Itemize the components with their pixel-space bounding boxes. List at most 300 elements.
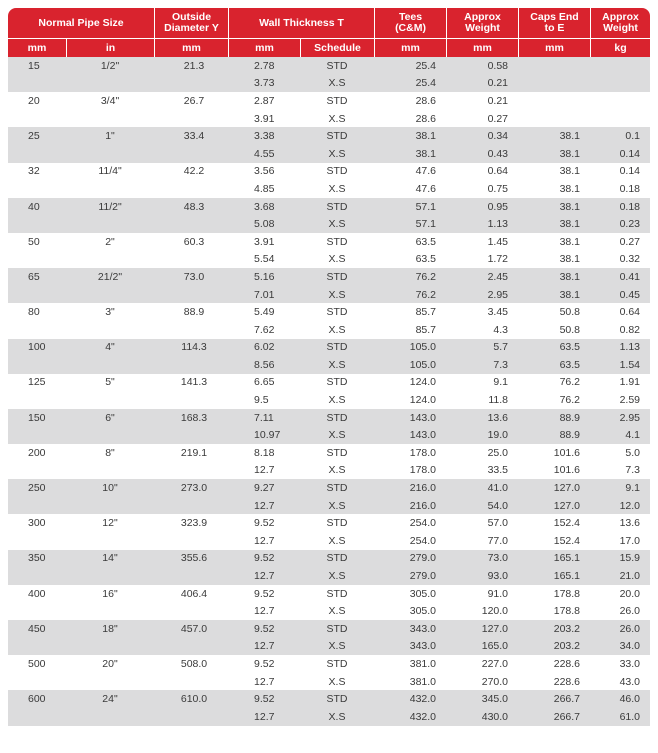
table-row [8, 426, 650, 444]
unit-mm-caps: mm [518, 38, 590, 57]
cell-caps-weight: 20.0 [590, 585, 650, 603]
cell-caps-end: 152.4 [518, 514, 590, 532]
table-row [8, 690, 650, 708]
cell-caps-weight: 21.0 [590, 567, 650, 585]
cell-caps-end: 38.1 [518, 268, 590, 286]
cell-wall-thickness: 12.7 [228, 497, 300, 515]
cell-outside-diameter: 42.2 [154, 163, 228, 181]
cell-caps-end: 101.6 [518, 462, 590, 480]
cell-tees: 105.0 [374, 339, 446, 357]
cell-wall-thickness: 9.52 [228, 585, 300, 603]
cell-caps-weight: 1.91 [590, 374, 650, 392]
cell-wall-thickness: 7.62 [228, 321, 300, 339]
table-row [8, 180, 650, 198]
cell-tees-weight: 227.0 [446, 655, 518, 673]
cell-outside-diameter: 33.4 [154, 127, 228, 145]
cell-schedule: STD [300, 374, 374, 392]
table-row [8, 620, 650, 638]
cell-tees-weight: 4.3 [446, 321, 518, 339]
cell-wall-thickness: 5.16 [228, 268, 300, 286]
table-row [8, 374, 650, 392]
cell-tees: 76.2 [374, 286, 446, 304]
cell-wall-thickness: 12.7 [228, 532, 300, 550]
cell-tees: 254.0 [374, 532, 446, 550]
cell-caps-end: 266.7 [518, 690, 590, 708]
table-row [8, 391, 650, 409]
cell-size-mm: 150 [8, 409, 66, 427]
header-row-units [8, 38, 650, 57]
cell-size-in: 11/4" [66, 163, 154, 181]
cell-size-in [66, 497, 154, 515]
unit-schedule: Schedule [300, 38, 374, 57]
cell-size-mm: 15 [8, 57, 66, 75]
cell-caps-weight: 0.18 [590, 198, 650, 216]
cell-tees: 38.1 [374, 127, 446, 145]
cell-caps-end: 266.7 [518, 708, 590, 726]
cell-outside-diameter [154, 286, 228, 304]
cell-wall-thickness: 9.52 [228, 655, 300, 673]
cell-tees: 305.0 [374, 602, 446, 620]
cell-tees-weight: 77.0 [446, 532, 518, 550]
table-header [8, 8, 650, 57]
table-row [8, 585, 650, 603]
cell-caps-weight: 34.0 [590, 638, 650, 656]
cell-caps-end [518, 57, 590, 75]
cell-caps-end: 38.1 [518, 233, 590, 251]
cell-size-in: 1/2" [66, 57, 154, 75]
cell-schedule: X.S [300, 673, 374, 691]
cell-schedule: X.S [300, 497, 374, 515]
cell-wall-thickness: 9.5 [228, 391, 300, 409]
cell-size-in [66, 638, 154, 656]
header-tees: Tees (C&M) [374, 8, 446, 38]
cell-size-mm [8, 321, 66, 339]
cell-caps-weight: 0.45 [590, 286, 650, 304]
cell-outside-diameter: 406.4 [154, 585, 228, 603]
cell-size-mm [8, 497, 66, 515]
cell-outside-diameter: 21.3 [154, 57, 228, 75]
cell-outside-diameter: 610.0 [154, 690, 228, 708]
cell-size-mm [8, 251, 66, 269]
cell-schedule: X.S [300, 251, 374, 269]
cell-caps-weight: 0.32 [590, 251, 650, 269]
cell-tees: 343.0 [374, 638, 446, 656]
cell-tees: 25.4 [374, 75, 446, 93]
table-row [8, 550, 650, 568]
cell-caps-weight: 4.1 [590, 426, 650, 444]
cell-caps-weight: 0.41 [590, 268, 650, 286]
unit-in-size: in [66, 38, 154, 57]
cell-tees-weight: 0.21 [446, 75, 518, 93]
table-row [8, 145, 650, 163]
cell-caps-end: 38.1 [518, 163, 590, 181]
cell-tees: 28.6 [374, 92, 446, 110]
cell-schedule: X.S [300, 532, 374, 550]
cell-wall-thickness: 6.65 [228, 374, 300, 392]
cell-size-in: 3/4" [66, 92, 154, 110]
cell-size-mm: 100 [8, 339, 66, 357]
cell-caps-end: 63.5 [518, 356, 590, 374]
table-row [8, 497, 650, 515]
cell-size-mm: 40 [8, 198, 66, 216]
cell-caps-weight: 46.0 [590, 690, 650, 708]
cell-tees: 279.0 [374, 550, 446, 568]
cell-caps-end: 50.8 [518, 303, 590, 321]
cell-caps-end: 178.8 [518, 585, 590, 603]
cell-tees: 178.0 [374, 444, 446, 462]
table-row [8, 268, 650, 286]
cell-caps-end [518, 75, 590, 93]
cell-schedule: X.S [300, 708, 374, 726]
cell-size-in [66, 567, 154, 585]
cell-size-in [66, 708, 154, 726]
cell-size-in: 24" [66, 690, 154, 708]
cell-size-mm [8, 215, 66, 233]
cell-tees-weight: 3.45 [446, 303, 518, 321]
cell-size-mm [8, 110, 66, 128]
cell-tees-weight: 5.7 [446, 339, 518, 357]
cell-wall-thickness: 8.56 [228, 356, 300, 374]
header-approx-weight-tees: Approx Weight [446, 8, 518, 38]
cell-tees-weight: 25.0 [446, 444, 518, 462]
cell-caps-end: 38.1 [518, 180, 590, 198]
cell-outside-diameter: 141.3 [154, 374, 228, 392]
cell-size-in: 20" [66, 655, 154, 673]
cell-schedule: STD [300, 127, 374, 145]
cell-size-mm [8, 180, 66, 198]
cell-tees-weight: 1.72 [446, 251, 518, 269]
table-row [8, 110, 650, 128]
header-wall-thickness: Wall Thickness T [228, 8, 374, 38]
cell-size-mm: 300 [8, 514, 66, 532]
cell-tees-weight: 120.0 [446, 602, 518, 620]
cell-tees: 381.0 [374, 655, 446, 673]
cell-wall-thickness: 12.7 [228, 673, 300, 691]
cell-outside-diameter [154, 532, 228, 550]
cell-tees: 47.6 [374, 163, 446, 181]
header-outside-diameter: Outside Diameter Y [154, 8, 228, 38]
cell-caps-weight: 0.27 [590, 233, 650, 251]
cell-schedule: STD [300, 303, 374, 321]
cell-tees: 57.1 [374, 198, 446, 216]
table-row [8, 567, 650, 585]
cell-caps-weight: 7.3 [590, 462, 650, 480]
cell-size-mm [8, 286, 66, 304]
cell-wall-thickness: 2.87 [228, 92, 300, 110]
cell-size-in: 8" [66, 444, 154, 462]
cell-caps-weight: 0.14 [590, 163, 650, 181]
cell-size-in [66, 673, 154, 691]
cell-schedule: STD [300, 268, 374, 286]
cell-schedule: STD [300, 444, 374, 462]
cell-size-mm [8, 145, 66, 163]
cell-size-in: 3" [66, 303, 154, 321]
cell-size-in: 1" [66, 127, 154, 145]
cell-size-mm [8, 708, 66, 726]
cell-size-in [66, 251, 154, 269]
table-row [8, 251, 650, 269]
cell-outside-diameter: 73.0 [154, 268, 228, 286]
cell-size-in: 6" [66, 409, 154, 427]
cell-caps-end: 38.1 [518, 145, 590, 163]
cell-size-mm [8, 391, 66, 409]
pipe-fittings-table-container [8, 8, 650, 726]
cell-caps-weight: 17.0 [590, 532, 650, 550]
header-normal-pipe-size: Normal Pipe Size [8, 8, 154, 38]
cell-caps-end: 101.6 [518, 444, 590, 462]
cell-outside-diameter: 60.3 [154, 233, 228, 251]
cell-outside-diameter [154, 567, 228, 585]
cell-tees-weight: 2.95 [446, 286, 518, 304]
cell-tees: 85.7 [374, 303, 446, 321]
cell-schedule: STD [300, 655, 374, 673]
pipe-fittings-table [8, 8, 650, 726]
cell-size-in: 12" [66, 514, 154, 532]
cell-caps-weight: 0.1 [590, 127, 650, 145]
table-row [8, 514, 650, 532]
cell-tees-weight: 13.6 [446, 409, 518, 427]
cell-size-mm: 25 [8, 127, 66, 145]
unit-mm-diameter: mm [154, 38, 228, 57]
cell-wall-thickness: 12.7 [228, 708, 300, 726]
cell-caps-weight: 12.0 [590, 497, 650, 515]
cell-size-in [66, 145, 154, 163]
cell-tees: 105.0 [374, 356, 446, 374]
cell-size-mm [8, 426, 66, 444]
cell-wall-thickness: 3.91 [228, 233, 300, 251]
cell-size-in [66, 391, 154, 409]
cell-size-mm: 32 [8, 163, 66, 181]
cell-tees: 216.0 [374, 497, 446, 515]
table-row [8, 409, 650, 427]
unit-mm-size: mm [8, 38, 66, 57]
cell-caps-weight: 0.23 [590, 215, 650, 233]
table-body [8, 57, 650, 726]
cell-schedule: X.S [300, 602, 374, 620]
cell-wall-thickness: 3.68 [228, 198, 300, 216]
cell-size-mm [8, 462, 66, 480]
table-row [8, 479, 650, 497]
cell-size-in [66, 602, 154, 620]
cell-tees-weight: 54.0 [446, 497, 518, 515]
cell-tees: 432.0 [374, 708, 446, 726]
cell-caps-weight: 0.82 [590, 321, 650, 339]
cell-tees-weight: 9.1 [446, 374, 518, 392]
cell-size-in [66, 462, 154, 480]
cell-wall-thickness: 3.73 [228, 75, 300, 93]
cell-size-in [66, 426, 154, 444]
table-row [8, 602, 650, 620]
cell-caps-weight: 61.0 [590, 708, 650, 726]
table-row [8, 708, 650, 726]
cell-tees: 124.0 [374, 391, 446, 409]
cell-tees-weight: 0.34 [446, 127, 518, 145]
cell-schedule: X.S [300, 638, 374, 656]
cell-outside-diameter [154, 497, 228, 515]
cell-tees: 25.4 [374, 57, 446, 75]
cell-tees-weight: 345.0 [446, 690, 518, 708]
table-row [8, 92, 650, 110]
cell-caps-weight: 0.14 [590, 145, 650, 163]
cell-outside-diameter: 48.3 [154, 198, 228, 216]
table-row [8, 286, 650, 304]
table-row [8, 321, 650, 339]
cell-wall-thickness: 5.08 [228, 215, 300, 233]
cell-size-mm: 600 [8, 690, 66, 708]
cell-tees-weight: 0.21 [446, 92, 518, 110]
unit-mm-weight: mm [446, 38, 518, 57]
cell-schedule: STD [300, 620, 374, 638]
cell-tees-weight: 73.0 [446, 550, 518, 568]
cell-caps-end: 228.6 [518, 673, 590, 691]
cell-tees: 305.0 [374, 585, 446, 603]
cell-caps-end: 76.2 [518, 391, 590, 409]
cell-tees-weight: 91.0 [446, 585, 518, 603]
cell-caps-weight [590, 75, 650, 93]
cell-size-mm: 400 [8, 585, 66, 603]
cell-tees-weight: 0.75 [446, 180, 518, 198]
cell-tees-weight: 2.45 [446, 268, 518, 286]
cell-outside-diameter: 168.3 [154, 409, 228, 427]
cell-outside-diameter [154, 602, 228, 620]
table-row [8, 444, 650, 462]
cell-schedule: X.S [300, 567, 374, 585]
cell-caps-end: 203.2 [518, 620, 590, 638]
cell-wall-thickness: 4.85 [228, 180, 300, 198]
cell-size-in: 11/2" [66, 198, 154, 216]
cell-caps-weight: 15.9 [590, 550, 650, 568]
cell-caps-weight: 2.95 [590, 409, 650, 427]
cell-caps-end: 165.1 [518, 550, 590, 568]
unit-mm-tees: mm [374, 38, 446, 57]
cell-caps-weight: 1.54 [590, 356, 650, 374]
cell-tees-weight: 0.43 [446, 145, 518, 163]
cell-wall-thickness: 10.97 [228, 426, 300, 444]
cell-size-mm: 20 [8, 92, 66, 110]
cell-schedule: X.S [300, 391, 374, 409]
cell-size-in: 21/2" [66, 268, 154, 286]
cell-size-mm [8, 356, 66, 374]
cell-schedule: STD [300, 550, 374, 568]
cell-caps-end: 38.1 [518, 251, 590, 269]
table-row [8, 339, 650, 357]
cell-caps-end [518, 110, 590, 128]
cell-schedule: STD [300, 339, 374, 357]
cell-size-mm: 500 [8, 655, 66, 673]
cell-tees: 178.0 [374, 462, 446, 480]
cell-size-mm: 80 [8, 303, 66, 321]
cell-caps-end: 152.4 [518, 532, 590, 550]
cell-schedule: STD [300, 690, 374, 708]
cell-caps-weight: 9.1 [590, 479, 650, 497]
cell-tees: 28.6 [374, 110, 446, 128]
cell-size-mm: 65 [8, 268, 66, 286]
cell-tees: 143.0 [374, 426, 446, 444]
cell-caps-weight [590, 57, 650, 75]
cell-caps-end: 38.1 [518, 215, 590, 233]
table-row [8, 638, 650, 656]
cell-caps-end: 178.8 [518, 602, 590, 620]
cell-size-in [66, 321, 154, 339]
cell-tees: 216.0 [374, 479, 446, 497]
cell-size-in [66, 110, 154, 128]
cell-size-mm: 200 [8, 444, 66, 462]
cell-size-mm [8, 673, 66, 691]
cell-schedule: STD [300, 479, 374, 497]
cell-size-in [66, 532, 154, 550]
cell-outside-diameter: 508.0 [154, 655, 228, 673]
cell-tees-weight: 0.95 [446, 198, 518, 216]
cell-caps-weight: 13.6 [590, 514, 650, 532]
cell-caps-end: 38.1 [518, 286, 590, 304]
cell-caps-end: 88.9 [518, 426, 590, 444]
header-row-main [8, 8, 650, 38]
cell-wall-thickness: 2.78 [228, 57, 300, 75]
cell-wall-thickness: 5.54 [228, 251, 300, 269]
cell-tees-weight: 19.0 [446, 426, 518, 444]
cell-tees-weight: 0.27 [446, 110, 518, 128]
cell-tees: 85.7 [374, 321, 446, 339]
cell-size-mm [8, 75, 66, 93]
cell-caps-end: 50.8 [518, 321, 590, 339]
cell-tees: 143.0 [374, 409, 446, 427]
table-row [8, 673, 650, 691]
cell-schedule: X.S [300, 215, 374, 233]
cell-size-mm [8, 638, 66, 656]
cell-schedule: X.S [300, 180, 374, 198]
cell-size-mm: 450 [8, 620, 66, 638]
table-row [8, 215, 650, 233]
cell-caps-end: 203.2 [518, 638, 590, 656]
unit-mm-wall: mm [228, 38, 300, 57]
cell-caps-weight: 43.0 [590, 673, 650, 691]
cell-size-mm [8, 602, 66, 620]
cell-tees-weight: 1.13 [446, 215, 518, 233]
unit-kg: kg [590, 38, 650, 57]
cell-schedule: X.S [300, 426, 374, 444]
cell-tees-weight: 127.0 [446, 620, 518, 638]
cell-caps-end: 228.6 [518, 655, 590, 673]
cell-caps-end: 76.2 [518, 374, 590, 392]
table-row [8, 198, 650, 216]
cell-wall-thickness: 3.91 [228, 110, 300, 128]
cell-size-in [66, 356, 154, 374]
table-row [8, 75, 650, 93]
table-row [8, 462, 650, 480]
cell-wall-thickness: 12.7 [228, 638, 300, 656]
cell-outside-diameter [154, 356, 228, 374]
cell-caps-end: 127.0 [518, 497, 590, 515]
table-row [8, 127, 650, 145]
cell-size-mm: 50 [8, 233, 66, 251]
cell-caps-weight [590, 92, 650, 110]
cell-wall-thickness: 8.18 [228, 444, 300, 462]
cell-tees: 63.5 [374, 251, 446, 269]
table-row [8, 356, 650, 374]
table-row [8, 57, 650, 75]
cell-size-mm [8, 532, 66, 550]
cell-size-mm: 250 [8, 479, 66, 497]
cell-outside-diameter [154, 145, 228, 163]
cell-tees: 57.1 [374, 215, 446, 233]
cell-outside-diameter: 114.3 [154, 339, 228, 357]
cell-outside-diameter: 273.0 [154, 479, 228, 497]
cell-size-mm: 350 [8, 550, 66, 568]
cell-caps-end: 165.1 [518, 567, 590, 585]
cell-caps-weight: 0.64 [590, 303, 650, 321]
cell-tees-weight: 1.45 [446, 233, 518, 251]
cell-schedule: STD [300, 409, 374, 427]
